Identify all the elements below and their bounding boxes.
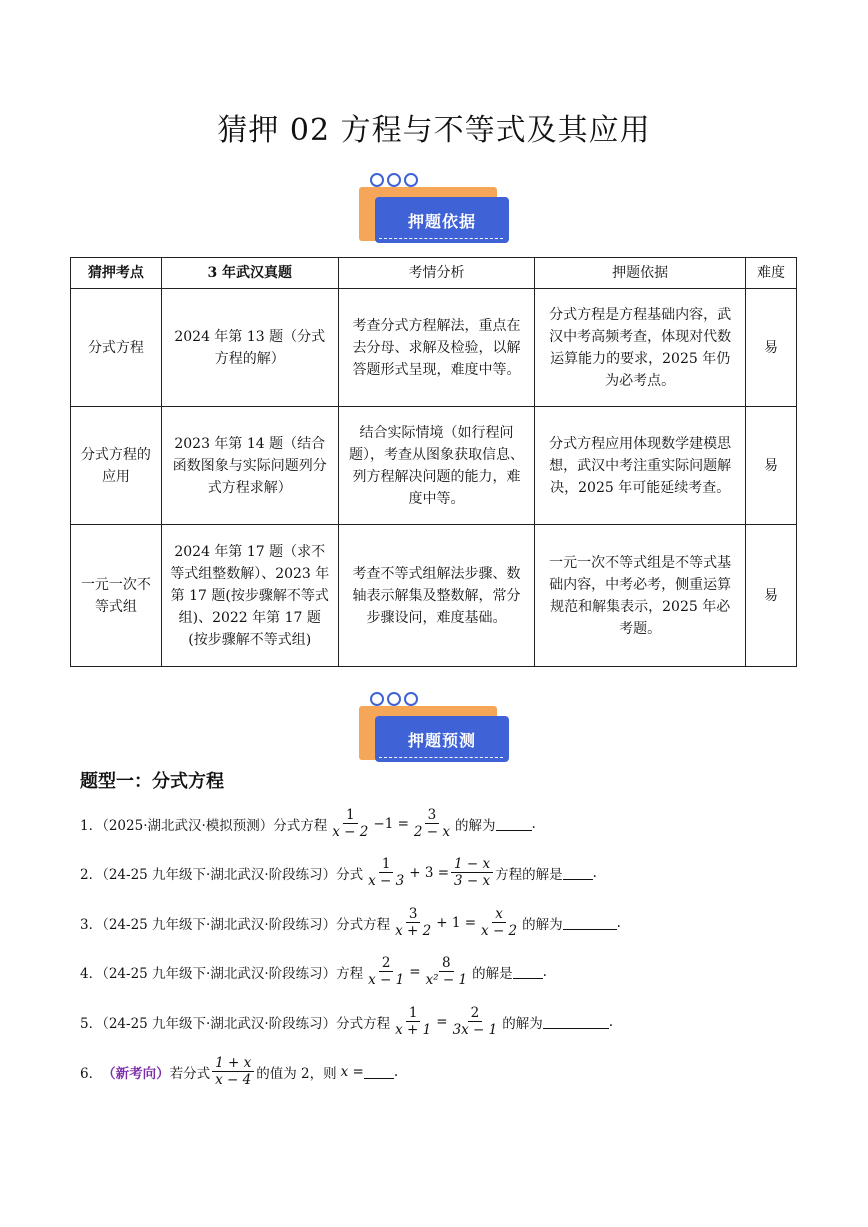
question-2	[80, 856, 597, 889]
answer-blank[interactable]	[496, 816, 532, 831]
fraction	[365, 955, 407, 988]
cell-difficulty: 易	[746, 407, 797, 525]
cell-analysis: 考查不等式组解法步骤、数轴表示解集及整数解，常分步骤设问，难度基础。	[338, 525, 535, 667]
cell-analysis: 结合实际情境（如行程问题），考查从图象获取信息、列方程解决问题的能力，难度中等。	[338, 407, 535, 525]
fraction	[329, 807, 371, 840]
denominator: x − 1	[368, 972, 405, 988]
denominator: x − 4	[215, 1072, 252, 1088]
question-1	[80, 807, 536, 840]
question-3	[80, 906, 621, 939]
cell-basis: 分式方程是方程基础内容，武汉中考高频考查，体现对代数运算能力的要求，2025 年仍为必考点。	[535, 289, 746, 407]
denominator: x + 1	[395, 1022, 432, 1038]
cell-exam: 2024 年第 13 题（分式方程的解）	[161, 289, 338, 407]
operator: + 3 =	[409, 864, 450, 881]
operator: + 1 =	[436, 914, 477, 931]
header-exam: 3 年武汉真题	[161, 258, 338, 289]
question-suffix: 的解为	[455, 817, 496, 834]
operator: =	[409, 963, 421, 980]
question-prefix: 3．（24-25 九年级下·湖北武汉·阶段练习）分式方程	[80, 916, 391, 933]
numerator: x	[492, 906, 506, 923]
table-row	[71, 289, 797, 407]
question-prefix: 5．（24-25 九年级下·湖北武汉·阶段练习）分式方程	[80, 1015, 391, 1032]
denominator: 2 − x	[413, 824, 451, 840]
fraction	[451, 856, 493, 889]
period: .	[531, 815, 536, 832]
question-prefix: 2．（24-25 九年级下·湖北武汉·阶段练习）分式	[80, 866, 364, 883]
period: .	[608, 1013, 614, 1030]
section-banner-prediction	[359, 695, 509, 775]
new-direction-tag: （新考向）	[102, 1065, 170, 1082]
fraction	[411, 807, 453, 840]
page-title: 猜押 02 方程与不等式及其应用	[217, 113, 651, 148]
cell-difficulty: 易	[746, 525, 797, 667]
header-analysis: 考情分析	[338, 258, 535, 289]
cell-basis: 分式方程应用体现数学建模思想，武汉中考注重实际问题解决，2025 年可能延续考查。	[535, 407, 746, 525]
numerator: 3	[406, 906, 421, 923]
fraction	[450, 1005, 501, 1038]
operator: =	[436, 1013, 448, 1030]
question-4	[80, 955, 547, 988]
ring-binder-icon	[369, 689, 429, 709]
answer-blank[interactable]	[563, 915, 617, 930]
question-5	[80, 1005, 613, 1038]
banner-label: 押题预测	[375, 716, 509, 762]
period: .	[616, 914, 621, 931]
ring-binder-icon	[369, 170, 429, 190]
cell-analysis: 考查分式方程解法，重点在去分母、求解及检验，以解答题形式呈现，难度中等。	[338, 289, 535, 407]
fraction	[478, 906, 520, 939]
numerator: 3	[425, 807, 440, 824]
fraction	[392, 906, 434, 939]
variable: x =	[340, 1063, 364, 1080]
denominator: x − 2	[332, 824, 369, 840]
cell-basis: 一元一次不等式组是不等式基础内容，中考必考，侧重运算规范和解集表示，2025 年必考题。	[535, 525, 746, 667]
question-suffix: 方程的解是	[495, 866, 563, 883]
fraction	[392, 1005, 434, 1038]
denominator: x + 2	[395, 923, 432, 939]
table-row	[71, 407, 797, 525]
answer-blank[interactable]	[364, 1064, 394, 1079]
table-header-row	[71, 258, 797, 289]
cell-exam: 2023 年第 14 题（结合函数图象与实际问题列分式方程求解）	[161, 407, 338, 525]
answer-blank[interactable]	[543, 1014, 609, 1029]
numerator: 8	[439, 955, 454, 972]
table-row	[71, 525, 797, 667]
fraction	[212, 1055, 254, 1088]
denominator: x − 2	[481, 923, 518, 939]
numerator: 1	[343, 807, 358, 824]
question-prefix: 1．（2025·湖北武汉·模拟预测）分式方程	[80, 817, 328, 834]
numerator: 1 − x	[451, 856, 493, 873]
operator: −1 =	[373, 815, 409, 832]
numerator: 1	[379, 856, 394, 873]
cell-exam: 2024 年第 17 题（求不等式组整数解）、2023 年第 17 题(按步骤解不等式组)、2022 年第 17 题(按步骤解不等式组)	[161, 525, 338, 667]
header-difficulty: 难度	[746, 258, 797, 289]
question-suffix: 的解是	[472, 965, 513, 982]
question-6	[80, 1055, 398, 1088]
question-type-heading: 题型一：分式方程	[80, 771, 224, 792]
denominator: x² − 1	[425, 972, 468, 988]
cell-point: 分式方程	[71, 289, 162, 407]
cell-point: 分式方程的应用	[71, 407, 162, 525]
question-prefix: 若分式	[169, 1065, 211, 1082]
question-suffix: 的值为 2，则	[256, 1065, 337, 1082]
numerator: 1	[406, 1005, 421, 1022]
fraction	[423, 955, 471, 988]
cell-difficulty: 易	[746, 289, 797, 407]
numerator: 2	[468, 1005, 483, 1022]
denominator: x − 3	[368, 873, 405, 889]
answer-blank[interactable]	[513, 964, 543, 979]
cell-point: 一元一次不等式组	[71, 525, 162, 667]
period: .	[592, 864, 597, 881]
question-prefix: 4．（24-25 九年级下·湖北武汉·阶段练习）方程	[80, 965, 364, 982]
denominator: 3x − 1	[452, 1022, 498, 1038]
banner-label: 押题依据	[375, 197, 509, 243]
section-banner-basis	[359, 176, 509, 256]
header-basis: 押题依据	[535, 258, 746, 289]
period: .	[393, 1063, 399, 1080]
answer-blank[interactable]	[563, 865, 593, 880]
numerator: 2	[379, 955, 394, 972]
header-point: 猜押考点	[71, 258, 162, 289]
question-number: 6．	[80, 1065, 103, 1082]
question-suffix: 的解为	[502, 1015, 543, 1032]
fraction	[365, 856, 407, 889]
period: .	[542, 963, 547, 980]
exam-analysis-table	[70, 257, 797, 667]
question-suffix: 的解为	[522, 916, 563, 933]
denominator: 3 − x	[454, 873, 491, 889]
numerator: 1 + x	[212, 1055, 254, 1072]
